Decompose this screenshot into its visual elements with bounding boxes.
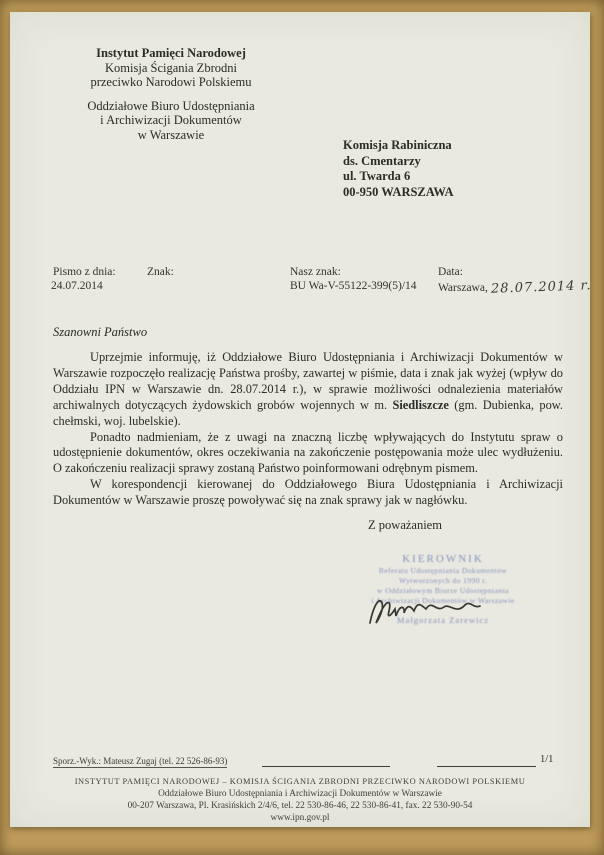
footer-org-line: INSTYTUT PAMIĘCI NARODOWEJ – KOMISJA ŚCIGANIA ZBRODNI PRZECIWKO NARODOWI POLSKIEMU	[74, 777, 526, 786]
letter-page	[10, 12, 590, 827]
paragraph-1-text: Uprzejmie informuję, iż Oddziałowe Biuro Udostępniania i Archiwizacji Dokumentów w Warszawie rozpoczęło realizację Państwa prośby, zawartej w piśmie, data i znak jak wyżej (wpływ do Oddziału IPN w Warszawie dn. 28.07.2014 r.), w sprawie możliwości odnalezienia materiałów archiwalnych dotyczących żydowskich grobów wojennych w m.	[53, 350, 563, 412]
date-value	[438, 280, 591, 295]
recipient-city: 00-950 WARSZAWA	[343, 184, 454, 199]
stamp-line-2: Referatu Udostępniania Dokumentów	[378, 566, 508, 575]
footer-address-line: 00-207 Warszawa, Pl. Krasińskich 2/4/6, tel. 22 530-86-46, 22 530-86-41, fax. 22 530-90-54	[127, 801, 473, 811]
page-number: 1/1	[540, 754, 554, 765]
stamp-title: KIEROWNIK	[402, 553, 484, 565]
fill-line-1	[262, 765, 390, 767]
letterhead	[38, 46, 304, 142]
date-label: Data:	[438, 266, 463, 278]
letter-date-label: Pismo z dnia:	[53, 266, 116, 278]
paragraph-2: Ponadto nadmieniam, że z uwagi na znaczną liczbę wpływających do Instytutu spraw o udostępnienie dokumentów, okres oczekiwania na zakończenie postępowania może ulec wydłużeniu. O zakończeniu realizacji sprawy zostaną Państwo poinformowani odrębnym pismem.	[53, 429, 563, 476]
fill-line-2	[437, 765, 536, 767]
our-mark-value: BU Wa-V-55122-399(5)/14	[290, 280, 417, 292]
recipient-address	[343, 138, 454, 200]
date-handwritten: 28.07.2014 r.	[490, 278, 592, 297]
office-line-1: Oddziałowe Biuro Udostępniania	[87, 98, 255, 113]
closing-phrase: Z poważaniem	[368, 518, 442, 532]
recipient-dept: ds. Cmentarzy	[343, 153, 421, 168]
mark-label: Znak:	[147, 266, 174, 278]
stamp-signer-name: Małgorzata Zarewicz	[396, 615, 490, 625]
our-mark-label: Nasz znak:	[290, 266, 341, 278]
footer-office-line: Oddziałowe Biuro Udostępniania i Archiwizacji Dokumentów w Warszawie	[158, 789, 442, 799]
org-line-2: Komisja Ścigania Zbrodni	[105, 60, 237, 75]
stamp-line-4: w Oddziałowym Biurze Udostępniania	[377, 586, 509, 595]
stamp-line-5: i Archiwizacji Dokumentów w Warszawie	[371, 596, 515, 605]
org-name: Instytut Pamięci Narodowej	[96, 46, 246, 60]
paragraph-3: W korespondencji kierowanej do Oddziałowego Biura Udostępniania i Archiwizacji Dokumentów w Warszawie proszę powoływać się na znak sprawy jak w nagłówku.	[53, 477, 563, 508]
paragraph-1-tail: (gm. Dubienka, pow. chełmski, woj. lubelskie).	[53, 397, 564, 428]
date-city: Warszawa,	[438, 282, 488, 294]
letter-date-value: 24.07.2014	[51, 280, 103, 292]
office-line-3: w Warszawie	[137, 127, 205, 142]
footer-website: www.ipn.gov.pl	[270, 813, 330, 823]
prepared-by	[53, 756, 227, 766]
handwritten-signature	[362, 589, 492, 631]
institutional-footer	[40, 776, 560, 824]
office-line-2: i Archiwizacji Dokumentów	[100, 113, 242, 127]
letter-body	[53, 350, 563, 509]
paragraph-1	[53, 350, 563, 430]
paragraph-1-bold-town: Siedliszcze	[392, 397, 449, 412]
recipient-street: ul. Twarda 6	[343, 169, 411, 183]
recipient-name: Komisja Rabiniczna	[343, 138, 452, 152]
org-line-3: przeciwko Narodowi Polskiemu	[90, 75, 252, 89]
prepared-by-text: Sporz.-Wyk.: Mateusz Zugaj (tel. 22 526-86-93)	[53, 756, 228, 766]
salutation: Szanowni Państwo	[53, 325, 148, 339]
stamp-line-3: Wytworzonych do 1990 r.	[398, 576, 488, 585]
